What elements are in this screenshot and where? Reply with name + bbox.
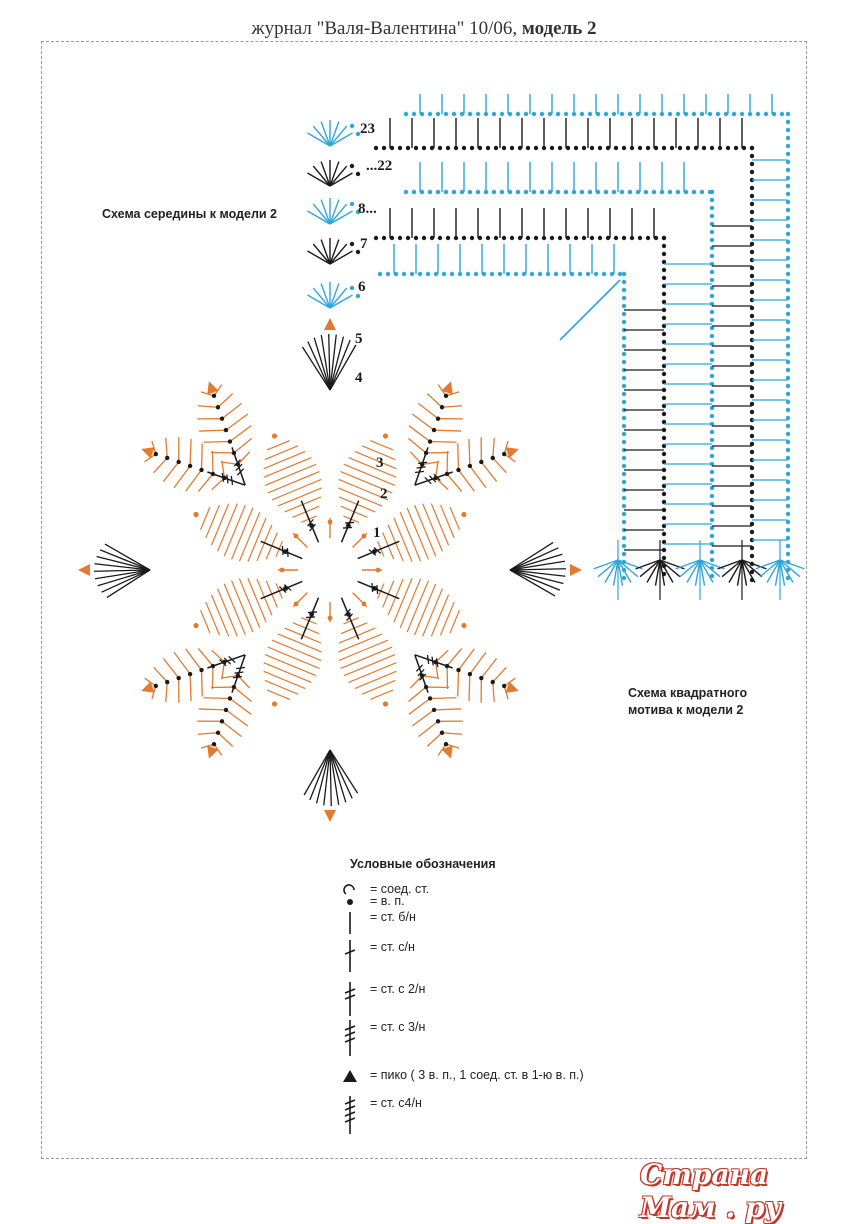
- legend-label: = ст. с 2/н: [370, 982, 425, 996]
- petal: [141, 648, 251, 758]
- row-number-label: 2: [380, 486, 388, 502]
- row-number-label: ...22: [366, 158, 392, 174]
- row-number-label: 23: [360, 121, 375, 137]
- row-start-fans: [307, 120, 360, 308]
- row-number-label: 1: [373, 525, 381, 541]
- center-ring: [278, 518, 382, 622]
- treble-4-icon: [340, 1096, 360, 1136]
- row-number-label: 5: [355, 331, 363, 347]
- petal: [408, 381, 518, 491]
- square-motif-caption: Схема квадратного мотива к модели 2: [628, 685, 788, 719]
- chain-dot-icon: [340, 894, 360, 908]
- picot-triangle-icon: [570, 564, 582, 576]
- row-number-label: 3: [376, 455, 384, 471]
- row-labels: [355, 121, 392, 541]
- legend-label: = в. п.: [370, 894, 405, 908]
- picot-triangle-icon: [324, 318, 336, 330]
- page-title: журнал "Валя-Валентина" 10/06, модель 2: [0, 18, 848, 40]
- petal: [408, 648, 518, 758]
- row-number-label: 8...: [358, 201, 377, 217]
- row-number-label: 4: [355, 370, 363, 386]
- picot-triangle-icon: [324, 810, 336, 822]
- square-motif-grid: [374, 94, 790, 582]
- row-number-label: 7: [360, 236, 368, 252]
- center-scheme-caption: Схема середины к модели 2: [102, 206, 277, 223]
- double-crochet-icon: [340, 940, 360, 974]
- legend-label: = пико ( 3 в. п., 1 соед. ст. в 1-ю в. п.): [370, 1068, 584, 1082]
- legend-label: = ст. с 3/н: [370, 1020, 425, 1034]
- flower-motif: [78, 318, 582, 822]
- legend-label: = ст. б/н: [370, 910, 416, 924]
- watermark-logo: Страна Мам . ру: [640, 1158, 848, 1224]
- petal: [510, 542, 582, 595]
- legend-label: = соед. ст.: [370, 882, 429, 896]
- petal: [304, 750, 357, 822]
- petal: [78, 544, 150, 597]
- petal: [141, 381, 251, 491]
- legend-title: Условные обозначения: [350, 857, 496, 871]
- legend-label: = ст. с4/н: [370, 1096, 422, 1110]
- picot-triangle-icon: [340, 1068, 360, 1084]
- row-number-label: 6: [358, 279, 366, 295]
- treble-3-icon: [340, 1020, 360, 1058]
- single-crochet-icon: [340, 910, 360, 936]
- treble-2-icon: [340, 982, 360, 1018]
- petal: [302, 318, 355, 390]
- legend-label: = ст. с/н: [370, 940, 415, 954]
- picot-triangle-icon: [78, 564, 90, 576]
